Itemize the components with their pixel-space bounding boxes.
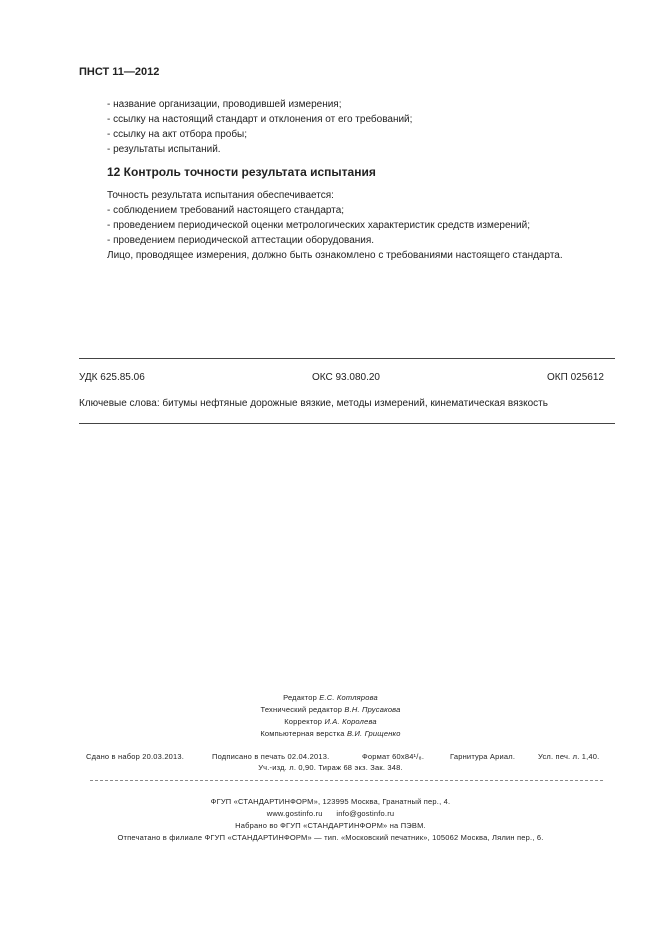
list-item: - соблюдением требований настоящего стандарта; bbox=[107, 205, 345, 216]
layout-line: Компьютерная верстка В.И. Грищенко bbox=[260, 729, 401, 738]
publisher-contacts bbox=[0, 809, 661, 818]
editor-line: Редактор Е.С. Котлярова bbox=[283, 693, 378, 702]
udk-code: УДК 625.85.06 bbox=[79, 372, 145, 383]
submitted-date: Сдано в набор 20.03.2013. bbox=[86, 752, 185, 761]
website-link[interactable]: www.gostinfo.ru bbox=[266, 809, 323, 818]
tech-editor-line: Технический редактор В.Н. Прусакова bbox=[260, 705, 401, 714]
section-title: 12 Контроль точности результата испытания bbox=[107, 165, 376, 179]
typeset-info: Набрано во ФГУП «СТАНДАРТИНФОРМ» на ПЭВМ. bbox=[235, 821, 426, 830]
divider bbox=[79, 423, 615, 424]
typeface: Гарнитура Ариал. bbox=[450, 752, 516, 761]
signed-date: Подписано в печать 02.04.2013. bbox=[212, 752, 330, 761]
section-body bbox=[107, 188, 563, 263]
print-sheets: Усл. печ. л. 1,40. bbox=[538, 752, 600, 761]
edition-info: Уч.-изд. л. 0,90. Тираж 68 экз. Зак. 348. bbox=[258, 763, 403, 772]
email-link[interactable]: info@gostinfo.ru bbox=[336, 809, 395, 818]
keywords: Ключевые слова: битумы нефтяные дорожные вязкие, методы измерений, кинематическая вязкость bbox=[79, 398, 548, 409]
report-items-list bbox=[107, 97, 412, 157]
corrector-line: Корректор И.А. Королева bbox=[284, 717, 377, 726]
list-item: - ссылку на настоящий стандарт и отклонения от его требований; bbox=[107, 114, 413, 125]
section-intro: Точность результата испытания обеспечивается: bbox=[107, 190, 334, 201]
list-item: - проведением периодической аттестации оборудования. bbox=[107, 235, 375, 246]
paper-format: Формат 60х84¹/₈. bbox=[362, 752, 425, 761]
publisher-address: ФГУП «СТАНДАРТИНФОРМ», 123995 Москва, Гранатный пер., 4. bbox=[210, 797, 451, 806]
list-item: - проведением периодической оценки метрологических характеристик средств измерений; bbox=[107, 220, 530, 231]
separator-line bbox=[90, 780, 603, 781]
document-code: ПНСТ 11—2012 bbox=[79, 66, 160, 78]
list-item: - результаты испытаний. bbox=[107, 144, 221, 155]
list-item: - ссылку на акт отбора пробы; bbox=[107, 129, 248, 140]
section-closing: Лицо, проводящее измерения, должно быть ознакомлено с требованиями настоящего стандарта. bbox=[107, 250, 563, 261]
list-item: - название организации, проводившей измерения; bbox=[107, 99, 342, 110]
printed-info: Отпечатано в филиале ФГУП «СТАНДАРТИНФОРМ» — тип. «Московский печатник», 105062 Москва, Лялин пер., 6. bbox=[117, 833, 544, 842]
divider bbox=[79, 358, 615, 359]
okp-code: ОКП 025612 bbox=[547, 372, 604, 383]
oks-code: ОКС 93.080.20 bbox=[312, 372, 380, 383]
